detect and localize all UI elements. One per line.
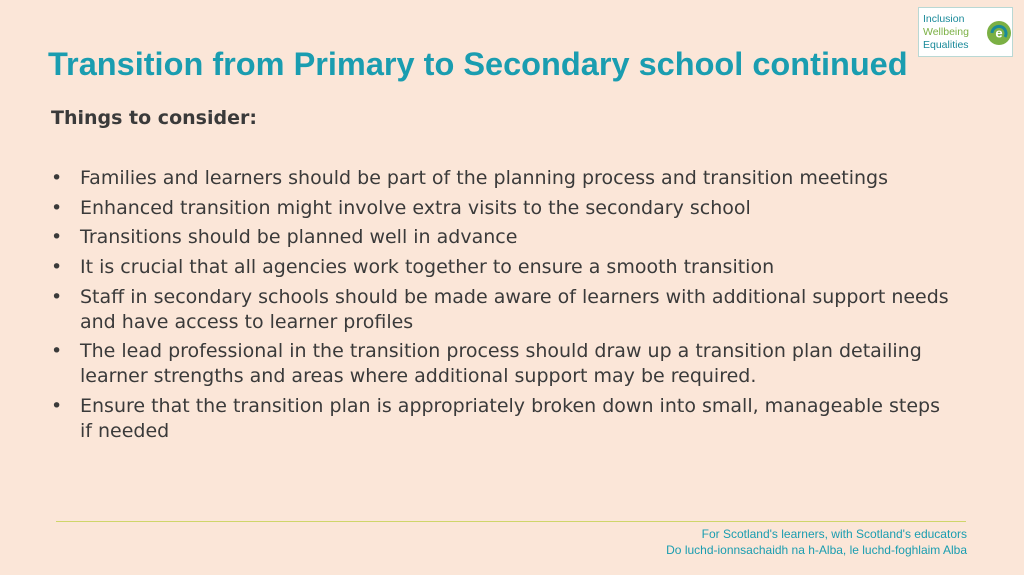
footer-tagline	[666, 527, 967, 558]
logo-text	[923, 13, 969, 52]
list-item	[51, 255, 951, 280]
footer-tagline-english: For Scotland's learners, with Scotland's educators	[701, 527, 967, 541]
considerations-list	[51, 166, 951, 449]
bullet-icon: •	[51, 285, 63, 308]
logo-line-wellbeing: Wellbeing	[923, 26, 969, 38]
bullet-icon: •	[51, 256, 63, 279]
bullet-icon: •	[51, 226, 63, 249]
list-item-text: Transitions should be planned well in advance	[80, 226, 518, 249]
list-item	[51, 285, 951, 335]
logo-line-inclusion: Inclusion	[923, 13, 965, 25]
inclusion-wellbeing-equalities-logo	[918, 7, 1013, 57]
list-item-text: Enhanced transition might involve extra visits to the secondary school	[80, 196, 751, 219]
list-item	[51, 339, 951, 389]
footer-divider	[56, 521, 966, 522]
list-item	[51, 196, 951, 221]
slide-title: Transition from Primary to Secondary school continued	[48, 46, 908, 82]
list-item	[51, 166, 951, 191]
bullet-icon: •	[51, 395, 63, 418]
list-item-text: Staff in secondary schools should be made aware of learners with additional support needs and have access to learner profiles	[80, 285, 949, 333]
logo-line-equalities: Equalities	[923, 39, 969, 51]
bullet-icon: •	[51, 196, 63, 219]
list-item	[51, 225, 951, 250]
things-to-consider-heading: Things to consider:	[51, 107, 257, 129]
list-item	[51, 394, 951, 444]
bullet-icon: •	[51, 167, 63, 189]
footer-tagline-gaelic: Do luchd-ionnsachaidh na h-Alba, le luchd-foghlaim Alba	[666, 542, 967, 557]
education-scotland-e-icon	[986, 20, 1012, 46]
logo-e-letter: e	[995, 25, 1003, 41]
list-item-text: Families and learners should be part of the planning process and transition meetings	[80, 167, 889, 189]
list-item-text: The lead professional in the transition process should draw up a transition plan detailing learner strengths and areas where additional support may be required.	[80, 340, 922, 388]
bullet-icon: •	[51, 340, 63, 363]
list-item-text: Ensure that the transition plan is appropriately broken down into small, manageable steps if needed	[80, 395, 940, 443]
list-item-text: It is crucial that all agencies work together to ensure a smooth transition	[80, 256, 775, 279]
